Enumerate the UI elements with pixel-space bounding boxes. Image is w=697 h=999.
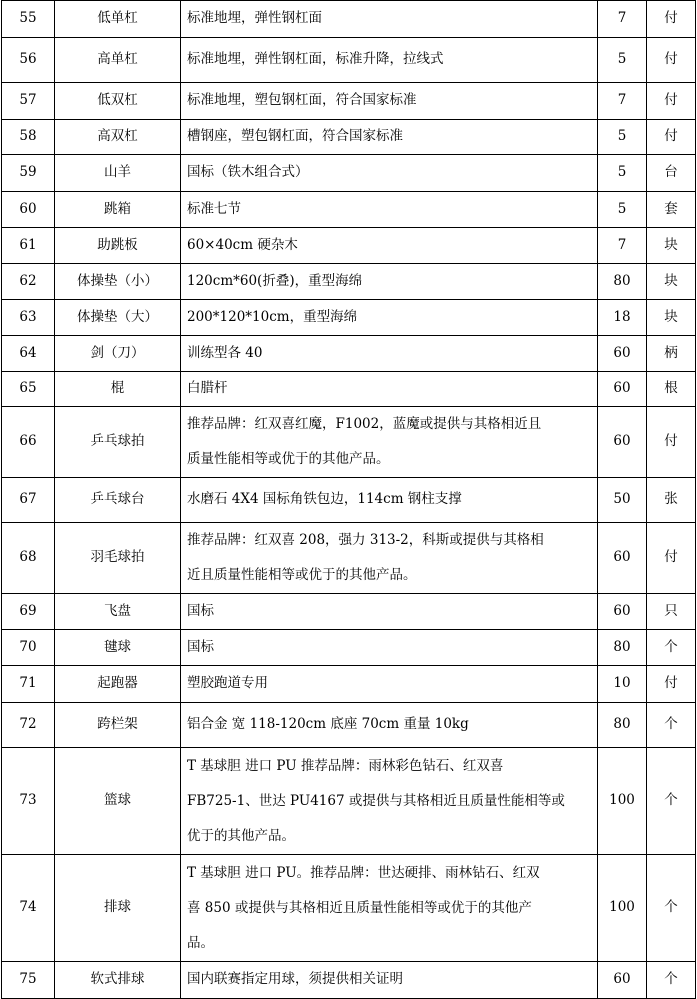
item-unit: 付 [647,1,696,38]
item-spec: 槽钢座，塑包钢杠面，符合国家标准 [181,120,598,155]
item-spec: 国标 [181,630,598,666]
table-row [2,155,696,192]
table-row [2,703,696,748]
item-spec: 标准地埋，弹性钢杠面，标准升降，拉线式 [181,38,598,83]
item-spec: 60×40cm 硬杂木 [181,228,598,264]
item-name: 高双杠 [55,120,181,155]
item-quantity: 7 [598,83,647,120]
item-unit: 根 [647,372,696,407]
item-spec: 120cm*60(折叠)，重型海绵 [181,264,598,300]
item-name: 起跑器 [55,666,181,703]
item-unit: 台 [647,155,696,192]
item-name: 排球 [55,855,181,962]
item-quantity: 60 [598,372,647,407]
item-spec-line: 近且质量性能相等或优于的其他产品。 [187,567,417,583]
item-unit: 块 [647,228,696,264]
item-spec [181,523,598,594]
item-quantity: 7 [598,1,647,38]
row-number: 58 [2,120,55,155]
item-unit: 个 [647,962,696,999]
item-spec: 水磨石 4X4 国标角铁包边，114cm 钢柱支撑 [181,478,598,523]
item-name: 剑（刀） [55,336,181,372]
item-name: 高单杠 [55,38,181,83]
item-name: 助跳板 [55,228,181,264]
table-row [2,336,696,372]
item-spec: 国标（铁木组合式） [181,155,598,192]
item-spec: 训练型各 40 [181,336,598,372]
item-quantity: 18 [598,300,647,336]
table-row [2,38,696,83]
table-row [2,594,696,630]
item-spec: 标准地埋，弹性钢杠面 [181,1,598,38]
table-row [2,962,696,999]
item-spec: 标准地埋，塑包钢杠面，符合国家标准 [181,83,598,120]
table-row [2,666,696,703]
item-quantity: 60 [598,962,647,999]
row-number: 74 [2,855,55,962]
item-quantity: 60 [598,407,647,478]
item-spec: 国标 [181,594,598,630]
item-quantity: 80 [598,264,647,300]
row-number: 57 [2,83,55,120]
item-unit: 个 [647,630,696,666]
item-spec-line: 质量性能相等或优于的其他产品。 [187,451,390,467]
item-unit: 块 [647,264,696,300]
item-unit: 个 [647,748,696,855]
item-spec: 塑胶跑道专用 [181,666,598,703]
item-spec [181,855,598,962]
item-name: 山羊 [55,155,181,192]
item-quantity: 5 [598,192,647,228]
item-unit: 个 [647,855,696,962]
item-spec-line: 品。 [187,934,214,951]
table-row [2,1,696,38]
item-spec-line: 喜 850 或提供与其格相近且质量性能相等或优于的其他产 [187,899,532,916]
item-unit: 付 [647,83,696,120]
item-unit: 只 [647,594,696,630]
table-row [2,120,696,155]
item-quantity: 10 [598,666,647,703]
item-unit: 付 [647,407,696,478]
row-number: 72 [2,703,55,748]
row-number: 65 [2,372,55,407]
table-row [2,228,696,264]
item-name: 体操垫（大） [55,300,181,336]
row-number: 75 [2,962,55,999]
item-name: 跳箱 [55,192,181,228]
item-quantity: 50 [598,478,647,523]
item-quantity: 5 [598,155,647,192]
item-spec [181,748,598,855]
item-name: 棍 [55,372,181,407]
item-spec-line: FB725-1、世达 PU4167 或提供与其格相近且质量性能相等或 [187,792,565,809]
item-quantity: 100 [598,748,647,855]
item-unit: 块 [647,300,696,336]
item-name: 体操垫（小） [55,264,181,300]
equipment-table [1,0,696,999]
table-row [2,630,696,666]
row-number: 69 [2,594,55,630]
row-number: 56 [2,38,55,83]
item-spec-line: 推荐品牌：红双喜 208，强力 313-2，科斯或提供与其格相 [187,532,544,548]
table-row [2,407,696,478]
item-name: 乒乓球台 [55,478,181,523]
row-number: 59 [2,155,55,192]
row-number: 63 [2,300,55,336]
table-row [2,478,696,523]
row-number: 70 [2,630,55,666]
row-number: 62 [2,264,55,300]
row-number: 66 [2,407,55,478]
table-row [2,264,696,300]
item-quantity: 80 [598,703,647,748]
item-name: 飞盘 [55,594,181,630]
item-spec: 铝合金 宽 118-120cm 底座 70cm 重量 10kg [181,703,598,748]
table-row [2,83,696,120]
item-spec-line: 推荐品牌：红双喜红魔，F1002，蓝魔或提供与其格相近且 [187,416,542,432]
item-name: 低单杠 [55,1,181,38]
row-number: 64 [2,336,55,372]
row-number: 73 [2,748,55,855]
item-spec [181,407,598,478]
item-name: 羽毛球拍 [55,523,181,594]
item-quantity: 80 [598,630,647,666]
item-unit: 套 [647,192,696,228]
item-spec: 标准七节 [181,192,598,228]
item-quantity: 60 [598,523,647,594]
table-row [2,523,696,594]
item-unit: 张 [647,478,696,523]
item-quantity: 60 [598,336,647,372]
row-number: 61 [2,228,55,264]
table-row [2,192,696,228]
item-unit: 付 [647,666,696,703]
item-spec-line: T 基球胆 进口 PU。推荐品牌：世达硬排、雨林钻石、红双 [187,864,540,881]
item-unit: 付 [647,38,696,83]
item-spec: 国内联赛指定用球，须提供相关证明 [181,962,598,999]
item-name: 软式排球 [55,962,181,999]
item-spec: 200*120*10cm，重型海绵 [181,300,598,336]
table-row [2,855,696,962]
table-row [2,300,696,336]
table-row [2,372,696,407]
item-name: 低双杠 [55,83,181,120]
item-quantity: 60 [598,594,647,630]
item-spec-line: T 基球胆 进口 PU 推荐品牌：雨林彩色钻石、红双喜 [187,757,504,774]
item-quantity: 100 [598,855,647,962]
row-number: 71 [2,666,55,703]
item-unit: 个 [647,703,696,748]
row-number: 55 [2,1,55,38]
item-spec-line: 优于的其他产品。 [187,827,295,844]
row-number: 68 [2,523,55,594]
table-row [2,748,696,855]
item-name: 毽球 [55,630,181,666]
item-name: 跨栏架 [55,703,181,748]
item-quantity: 7 [598,228,647,264]
item-unit: 付 [647,120,696,155]
row-number: 60 [2,192,55,228]
item-name: 乒乓球拍 [55,407,181,478]
item-unit: 柄 [647,336,696,372]
item-quantity: 5 [598,38,647,83]
item-spec: 白腊杆 [181,372,598,407]
item-name: 篮球 [55,748,181,855]
item-quantity: 5 [598,120,647,155]
row-number: 67 [2,478,55,523]
item-unit: 付 [647,523,696,594]
